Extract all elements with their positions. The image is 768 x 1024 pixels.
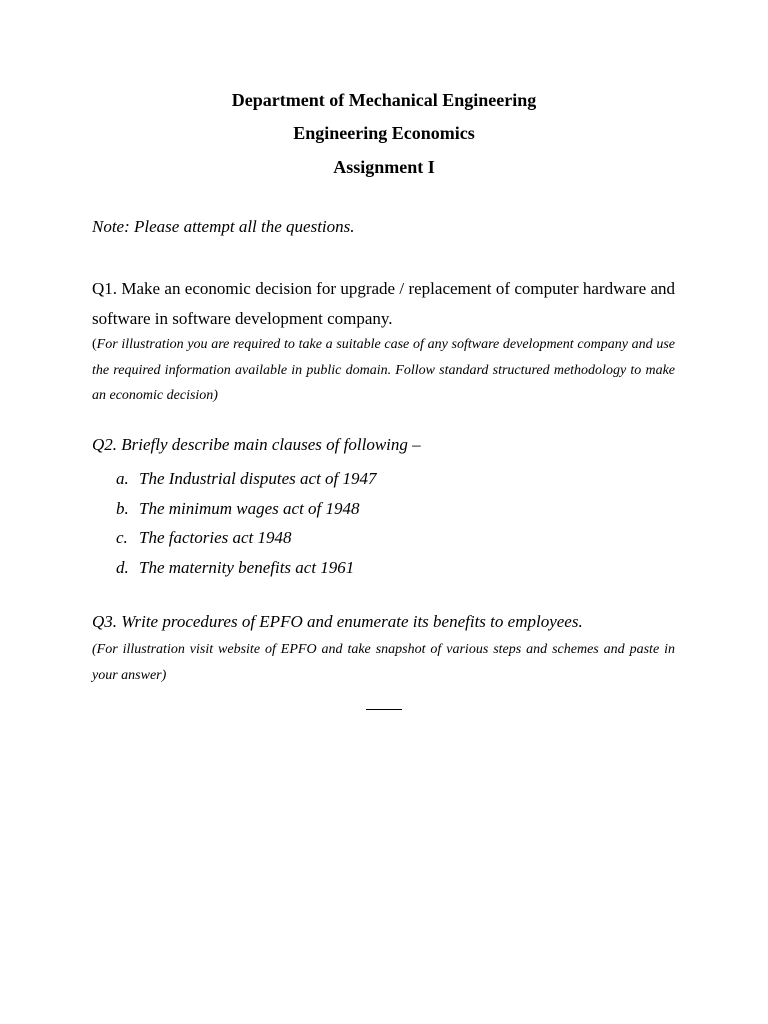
department-heading: Department of Mechanical Engineering [231,90,537,110]
assignment-heading: Assignment I [333,157,435,177]
list-item [116,553,377,583]
list-item-marker: c. [116,528,128,547]
course-heading: Engineering Economics [293,123,475,143]
end-divider [366,709,402,710]
list-item-text: The minimum wages act of 1948 [139,498,360,518]
question-2-list [116,464,377,582]
question-1-note-open-paren: ( [92,337,97,352]
list-item-marker: b. [116,498,129,518]
list-item-text: The Industrial disputes act of 1947 [139,469,377,488]
question-2-text: Q2. Briefly describe main clauses of following – [92,435,421,454]
question-3-illustration-note: (For illustration visit website of EPFO and take snapshot of various steps and schemes and paste in your answer) [92,642,675,683]
list-item [116,464,377,494]
list-item-text: The factories act 1948 [139,528,292,547]
list-item-marker: a. [116,469,129,488]
instruction-note: Note: Please attempt all the questions. [92,217,355,236]
list-item-marker: d. [116,557,129,577]
question-1-note-body: For illustration you are required to take a suitable case of any software development company and use the required information available in public domain. Follow standard structured methodology to make an economic decision) [92,337,675,403]
question-1-illustration-note [92,332,675,409]
list-item [116,523,377,553]
list-item [116,494,377,524]
question-1-text: Q1. Make an economic decision for upgrade / replacement of computer hardware and software in software development company. [92,279,675,328]
question-3-text: Q3. Write procedures of EPFO and enumerate its benefits to employees. [92,612,583,631]
list-item-text: The maternity benefits act 1961 [139,557,355,577]
